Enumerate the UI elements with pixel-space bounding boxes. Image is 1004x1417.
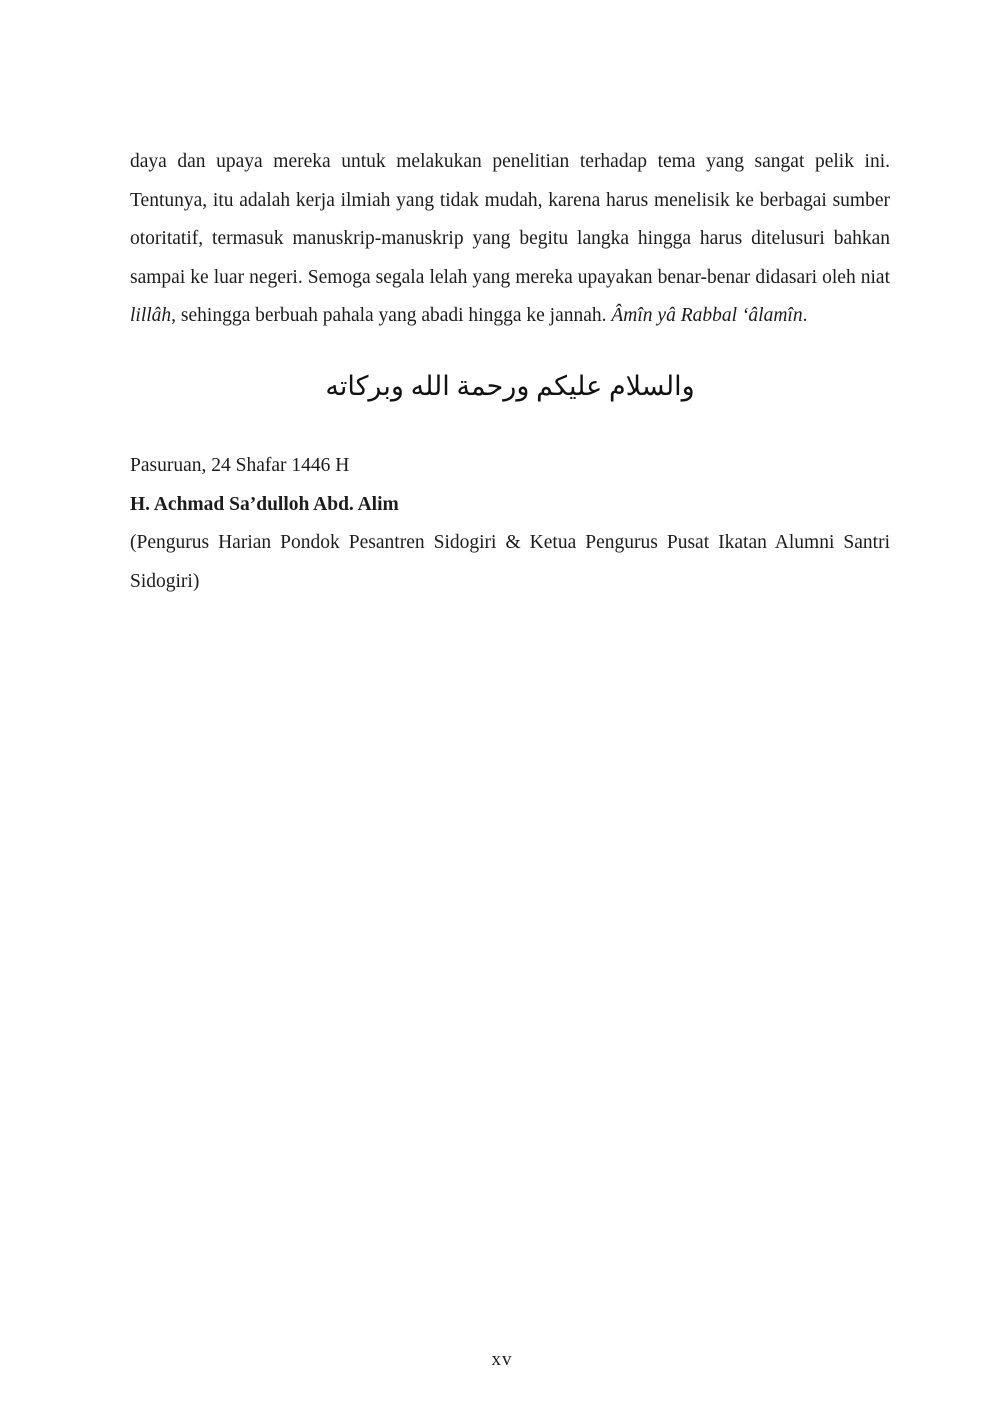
paragraph-text: daya dan upaya mereka untuk melakukan penelitian terhadap tema yang sangat pelik ini. Tentunya, itu adalah kerja ilmiah yang tidak mudah, karena harus menelisik ke berbagai sumber otoritatif, termasuk manuskrip-manuskrip yang begitu langka hingga harus ditelusuri bahkan sampai ke luar negeri. Semoga segala lelah yang mereka upayakan benar-benar didasari oleh niat	[130, 151, 890, 288]
body-paragraph	[130, 143, 890, 336]
page-number: xv	[491, 1349, 513, 1370]
signature-title: (Pengurus Harian Pondok Pesantren Sidogiri & Ketua Pengurus Pusat Ikatan Alumni Santri Sidogiri)	[130, 532, 890, 592]
paragraph-text: .	[802, 305, 808, 326]
italic-phrase-amin: Âmîn yâ Rabbal ‘âlamîn	[611, 305, 803, 326]
signature-block	[130, 447, 890, 601]
signature-name: H. Achmad Sa’dulloh Abd. Alim	[130, 493, 399, 515]
arabic-salutation: والسلام عليكم ورحمة الله وبركاته	[325, 370, 695, 401]
italic-term-lillah: lillâh	[130, 305, 172, 326]
signature-place-date: Pasuruan, 24 Shafar 1446 H	[130, 455, 350, 477]
page-content	[130, 143, 890, 601]
paragraph-text: , sehingga berbuah pahala yang abadi hingga ke jannah.	[171, 305, 612, 326]
